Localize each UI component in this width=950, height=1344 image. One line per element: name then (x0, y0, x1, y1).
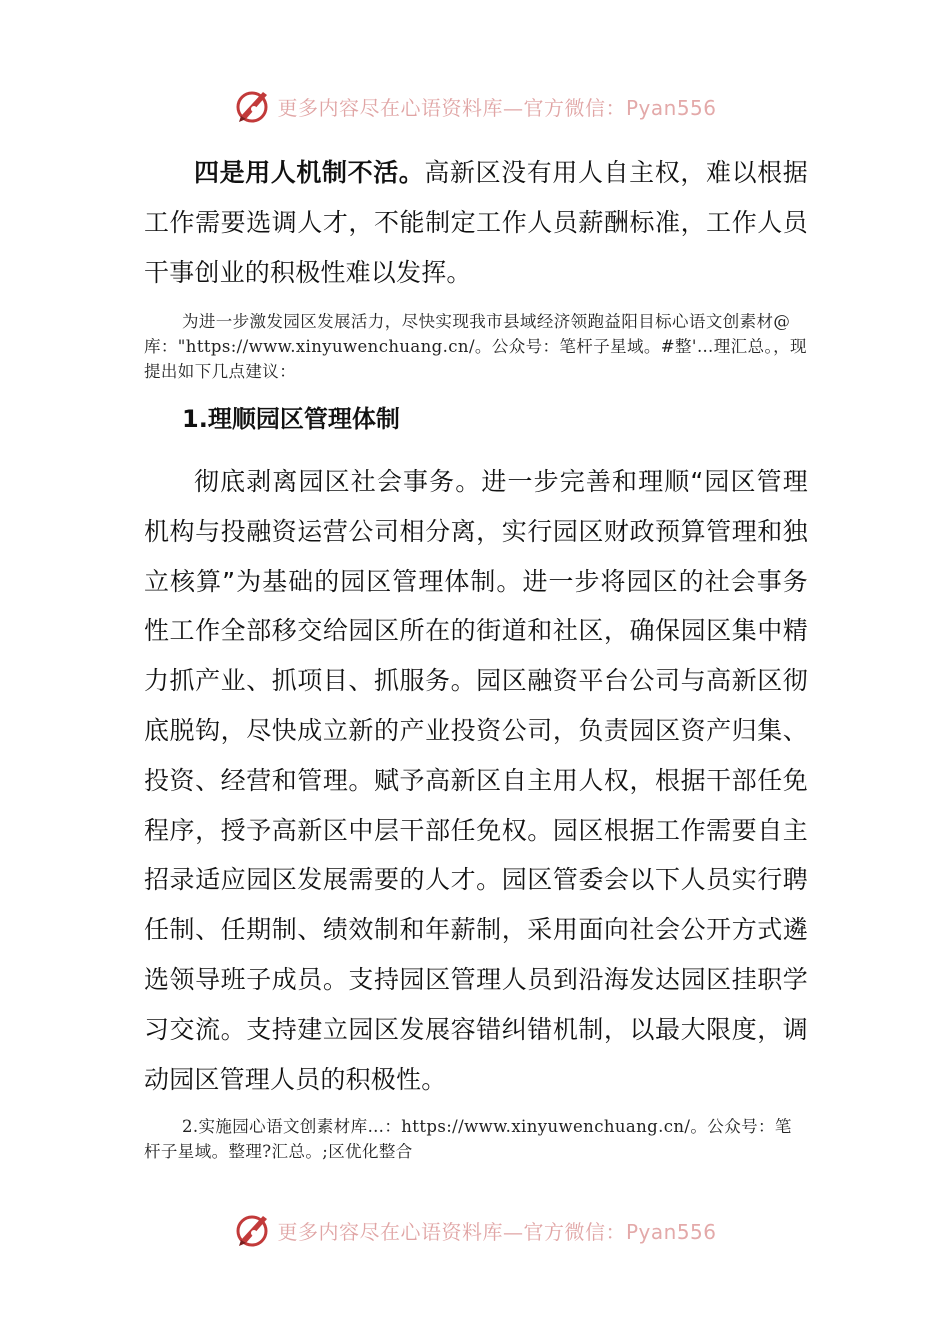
watermark-header (0, 84, 950, 128)
pen-logo-icon (233, 1210, 273, 1250)
paragraph-mechanism (144, 148, 808, 297)
watermark-text: 更多内容尽在心语资料库—官方微信：Pyan556 (277, 1219, 717, 1244)
watermark-text: 更多内容尽在心语资料库—官方微信：Pyan556 (277, 95, 717, 120)
note-text-2: 2.实施园心语文创素材库…：https://www.xinyuwenchuang.cn/。公众号：笔杆子星域。整理?汇总。;区优化整合 (144, 1117, 792, 1161)
heading-text: 1.理顺园区管理体制 (182, 405, 400, 433)
note-paragraph-2 (144, 1114, 808, 1164)
section-heading (144, 399, 808, 439)
note-paragraph-1 (144, 309, 808, 384)
watermark-footer (0, 1208, 950, 1252)
paragraph-body: 高新区没有用人自主权，难以根据工作需要选调人才，不能制定工作人员薪酬标准，工作人员干事创业的积极性难以发挥。 (144, 158, 808, 287)
paragraph-lead: 四是用人机制不活。 (194, 158, 425, 187)
pen-logo-icon (233, 86, 273, 126)
note-text-1: 为进一步激发园区发展活力，尽快实现我市县域经济领跑益阳目标心语文创素材@库："https://www.xinyuwenchuang.cn/。公众号：笔杆子星域。#整'…理汇总。，现提出如下几点建议： (144, 312, 807, 381)
paragraph-management (144, 457, 808, 1104)
paragraph-management-text: 彻底剥离园区社会事务。进一步完善和理顺“园区管理机构与投融资运营公司相分离，实行园区财政预算管理和独立核算”为基础的园区管理体制。进一步将园区的社会事务性工作全部移交给园区所在的街道和社区，确保园区集中精力抓产业、抓项目、抓服务。园区融资平台公司与高新区彻底脱钩，尽快成立新的产业投资公司，负责园区资产归集、投资、经营和管理。赋予高新区自主用人权，根据干部任免程序，授予高新区中层干部任免权。园区根据工作需要自主招录适应园区发展需要的人才。园区管委会以下人员实行聘任制、任期制、绩效制和年薪制，采用面向社会公开方式遴选领导班子成员。支持园区管理人员到沿海发达园区挂职学习交流。支持建立园区发展容错纠错机制，以最大限度，调动园区管理人员的积极性。 (144, 467, 808, 1094)
